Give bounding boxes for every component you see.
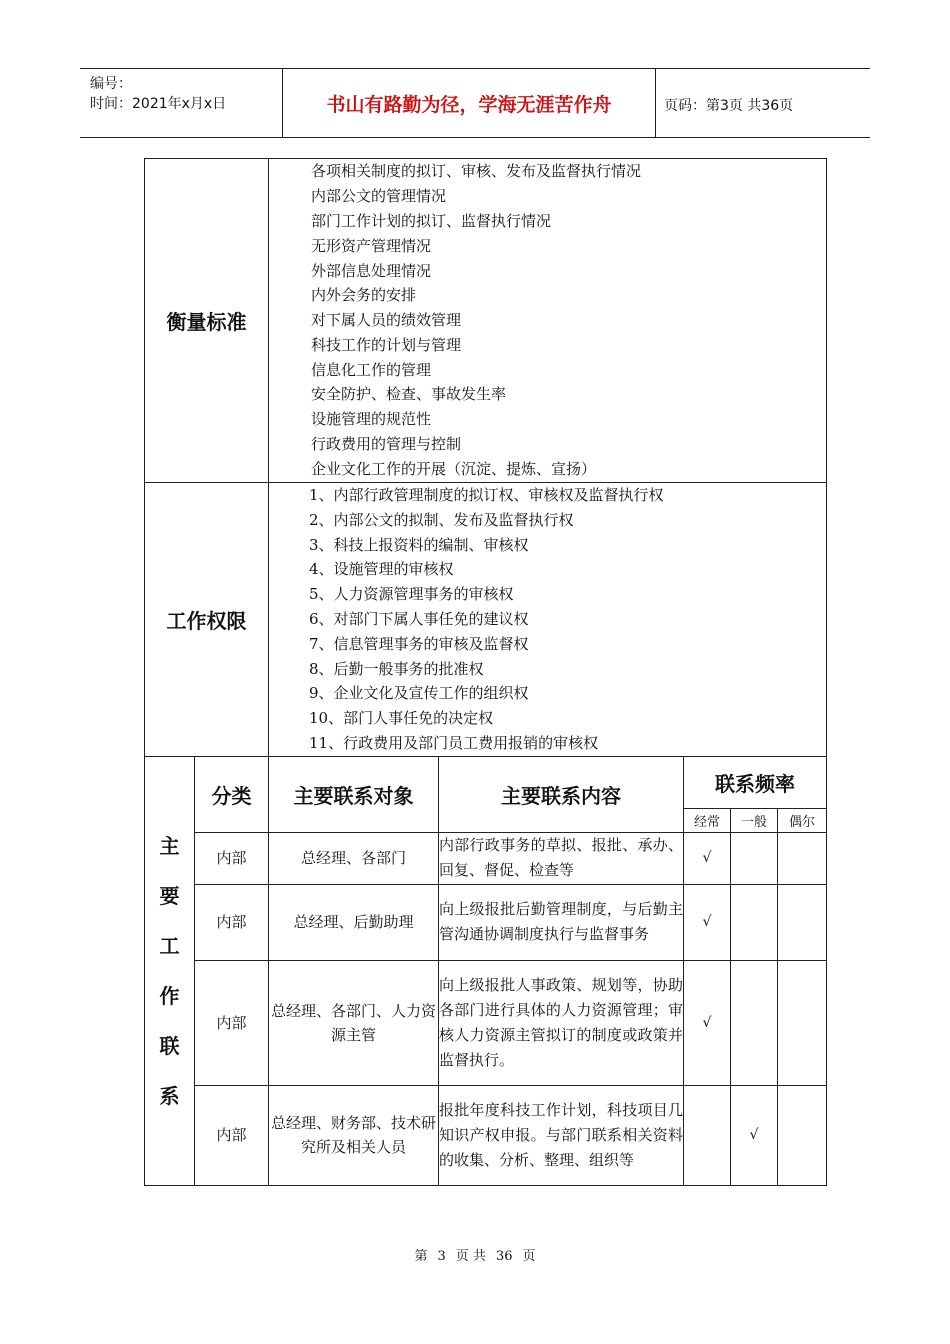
header-motto: 书山有路勤为径，学海无涯苦作舟 (282, 69, 656, 137)
relation-object: 总经理、财务部、技术研究所及相关人员 (269, 1085, 439, 1185)
measure-row (145, 159, 827, 483)
freq-normal-check (731, 884, 778, 960)
freq-occasional-check (778, 884, 827, 960)
document-number-label: 编号： (90, 76, 132, 92)
relation-category: 内部 (195, 884, 269, 960)
authority-row (145, 483, 827, 757)
relation-category: 内部 (195, 1085, 269, 1185)
measure-label: 衡量标准 (145, 159, 269, 483)
measure-item: 内部公文的管理情况 (311, 187, 447, 206)
job-description-table (144, 158, 827, 1186)
freq-occasional-check (778, 960, 827, 1085)
measure-item: 部门工作计划的拟订、监督执行情况 (311, 211, 552, 230)
relation-object: 总经理、各部门 (269, 832, 439, 884)
relations-label (145, 756, 195, 1185)
authority-item: 11、行政费用及部门员工费用报销的审核权 (309, 733, 599, 752)
relations-label-char: 系 (159, 1083, 180, 1108)
authority-item: 1、内部行政管理制度的拟订权、审核权及监督执行权 (309, 486, 664, 504)
freq-normal-check (731, 960, 778, 1085)
authority-item: 5、人力资源管理事务的审核权 (309, 585, 514, 604)
header-page-info: 页码：第3页 共36页 (664, 98, 794, 114)
measure-item: 内外会务的安排 (311, 286, 417, 305)
footer-mid: 页 共 (455, 1249, 486, 1264)
relation-content: 报批年度科技工作计划，科技项目几知识产权申报。与部门联系相关资料的收集、分析、整理、组织等 (439, 1085, 684, 1185)
table-row (145, 960, 827, 1085)
relations-label-char: 工 (159, 933, 180, 958)
freq-often-check: √ (684, 960, 731, 1085)
footer-prefix: 第 (414, 1249, 428, 1264)
page-footer (0, 1245, 950, 1264)
measure-item: 无形资产管理情况 (311, 236, 432, 255)
measure-item: 各项相关制度的拟订、审核、发布及监督执行情况 (311, 162, 642, 181)
measure-item: 对下属人员的绩效管理 (311, 311, 462, 330)
authority-item: 10、部门人事任免的决定权 (309, 709, 494, 728)
relations-label-char: 要 (159, 883, 180, 908)
measure-list (269, 159, 827, 483)
relation-content: 向上级报批人事政策、规划等，协助各部门进行具体的人力资源管理；审核人力资源主管拟订的制度或政策并监督执行。 (439, 960, 684, 1085)
authority-item: 7、信息管理事务的审核及监督权 (309, 634, 529, 653)
relation-object: 总经理、各部门、人力资源主管 (269, 960, 439, 1085)
freq-occasional-check (778, 1085, 827, 1185)
header-meta (80, 69, 282, 137)
measure-item: 信息化工作的管理 (311, 360, 432, 379)
authority-item: 3、科技上报资料的编制、审核权 (309, 535, 529, 554)
relations-header-row (145, 756, 827, 808)
relations-label-char: 联 (159, 1033, 180, 1058)
relations-label-char: 作 (159, 983, 180, 1008)
authority-list (269, 483, 827, 757)
relations-label-char: 主 (159, 833, 180, 858)
authority-item: 2、内部公文的拟制、发布及监督执行权 (309, 510, 574, 529)
authority-label: 工作权限 (145, 483, 269, 757)
col-header-category: 分类 (195, 756, 269, 832)
footer-total-pages: 36 (495, 1249, 513, 1264)
relation-object: 总经理、后勤助理 (269, 884, 439, 960)
authority-item: 4、设施管理的审核权 (309, 560, 454, 579)
authority-item: 6、对部门下属人事任免的建议权 (309, 609, 529, 628)
relation-category: 内部 (195, 960, 269, 1085)
page-header (80, 68, 870, 138)
measure-item: 设施管理的规范性 (311, 410, 432, 429)
measure-item: 行政费用的管理与控制 (311, 435, 462, 454)
col-header-content: 主要联系内容 (439, 756, 684, 832)
freq-normal-check: √ (731, 1085, 778, 1185)
relation-category: 内部 (195, 832, 269, 884)
table-row (145, 832, 827, 884)
footer-page-number: 3 (437, 1249, 446, 1264)
freq-normal-check (731, 832, 778, 884)
freq-occasional-header: 偶尔 (778, 808, 827, 832)
measure-item: 企业文化工作的开展（沉淀、提炼、宣扬） (311, 459, 597, 478)
freq-often-check (684, 1085, 731, 1185)
freq-often-check: √ (684, 884, 731, 960)
freq-often-check: √ (684, 832, 731, 884)
table-row (145, 1085, 827, 1185)
measure-item: 外部信息处理情况 (311, 261, 432, 280)
table-row (145, 884, 827, 960)
freq-normal-header: 一般 (731, 808, 778, 832)
authority-item: 9、企业文化及宣传工作的组织权 (309, 684, 529, 703)
col-header-object: 主要联系对象 (269, 756, 439, 832)
col-header-frequency: 联系频率 (684, 756, 827, 808)
relation-content: 内部行政事务的草拟、报批、承办、回复、督促、检查等 (439, 832, 684, 884)
authority-item: 8、后勤一般事务的批准权 (309, 659, 484, 678)
document-time-label: 时间：2021年x月x日 (90, 96, 227, 112)
freq-occasional-check (778, 832, 827, 884)
measure-item: 科技工作的计划与管理 (311, 335, 462, 354)
freq-often-header: 经常 (684, 808, 731, 832)
relation-content: 向上级报批后勤管理制度，与后勤主管沟通协调制度执行与监督事务 (439, 884, 684, 960)
measure-item: 安全防护、检查、事故发生率 (311, 385, 507, 404)
footer-suffix: 页 (522, 1249, 536, 1264)
